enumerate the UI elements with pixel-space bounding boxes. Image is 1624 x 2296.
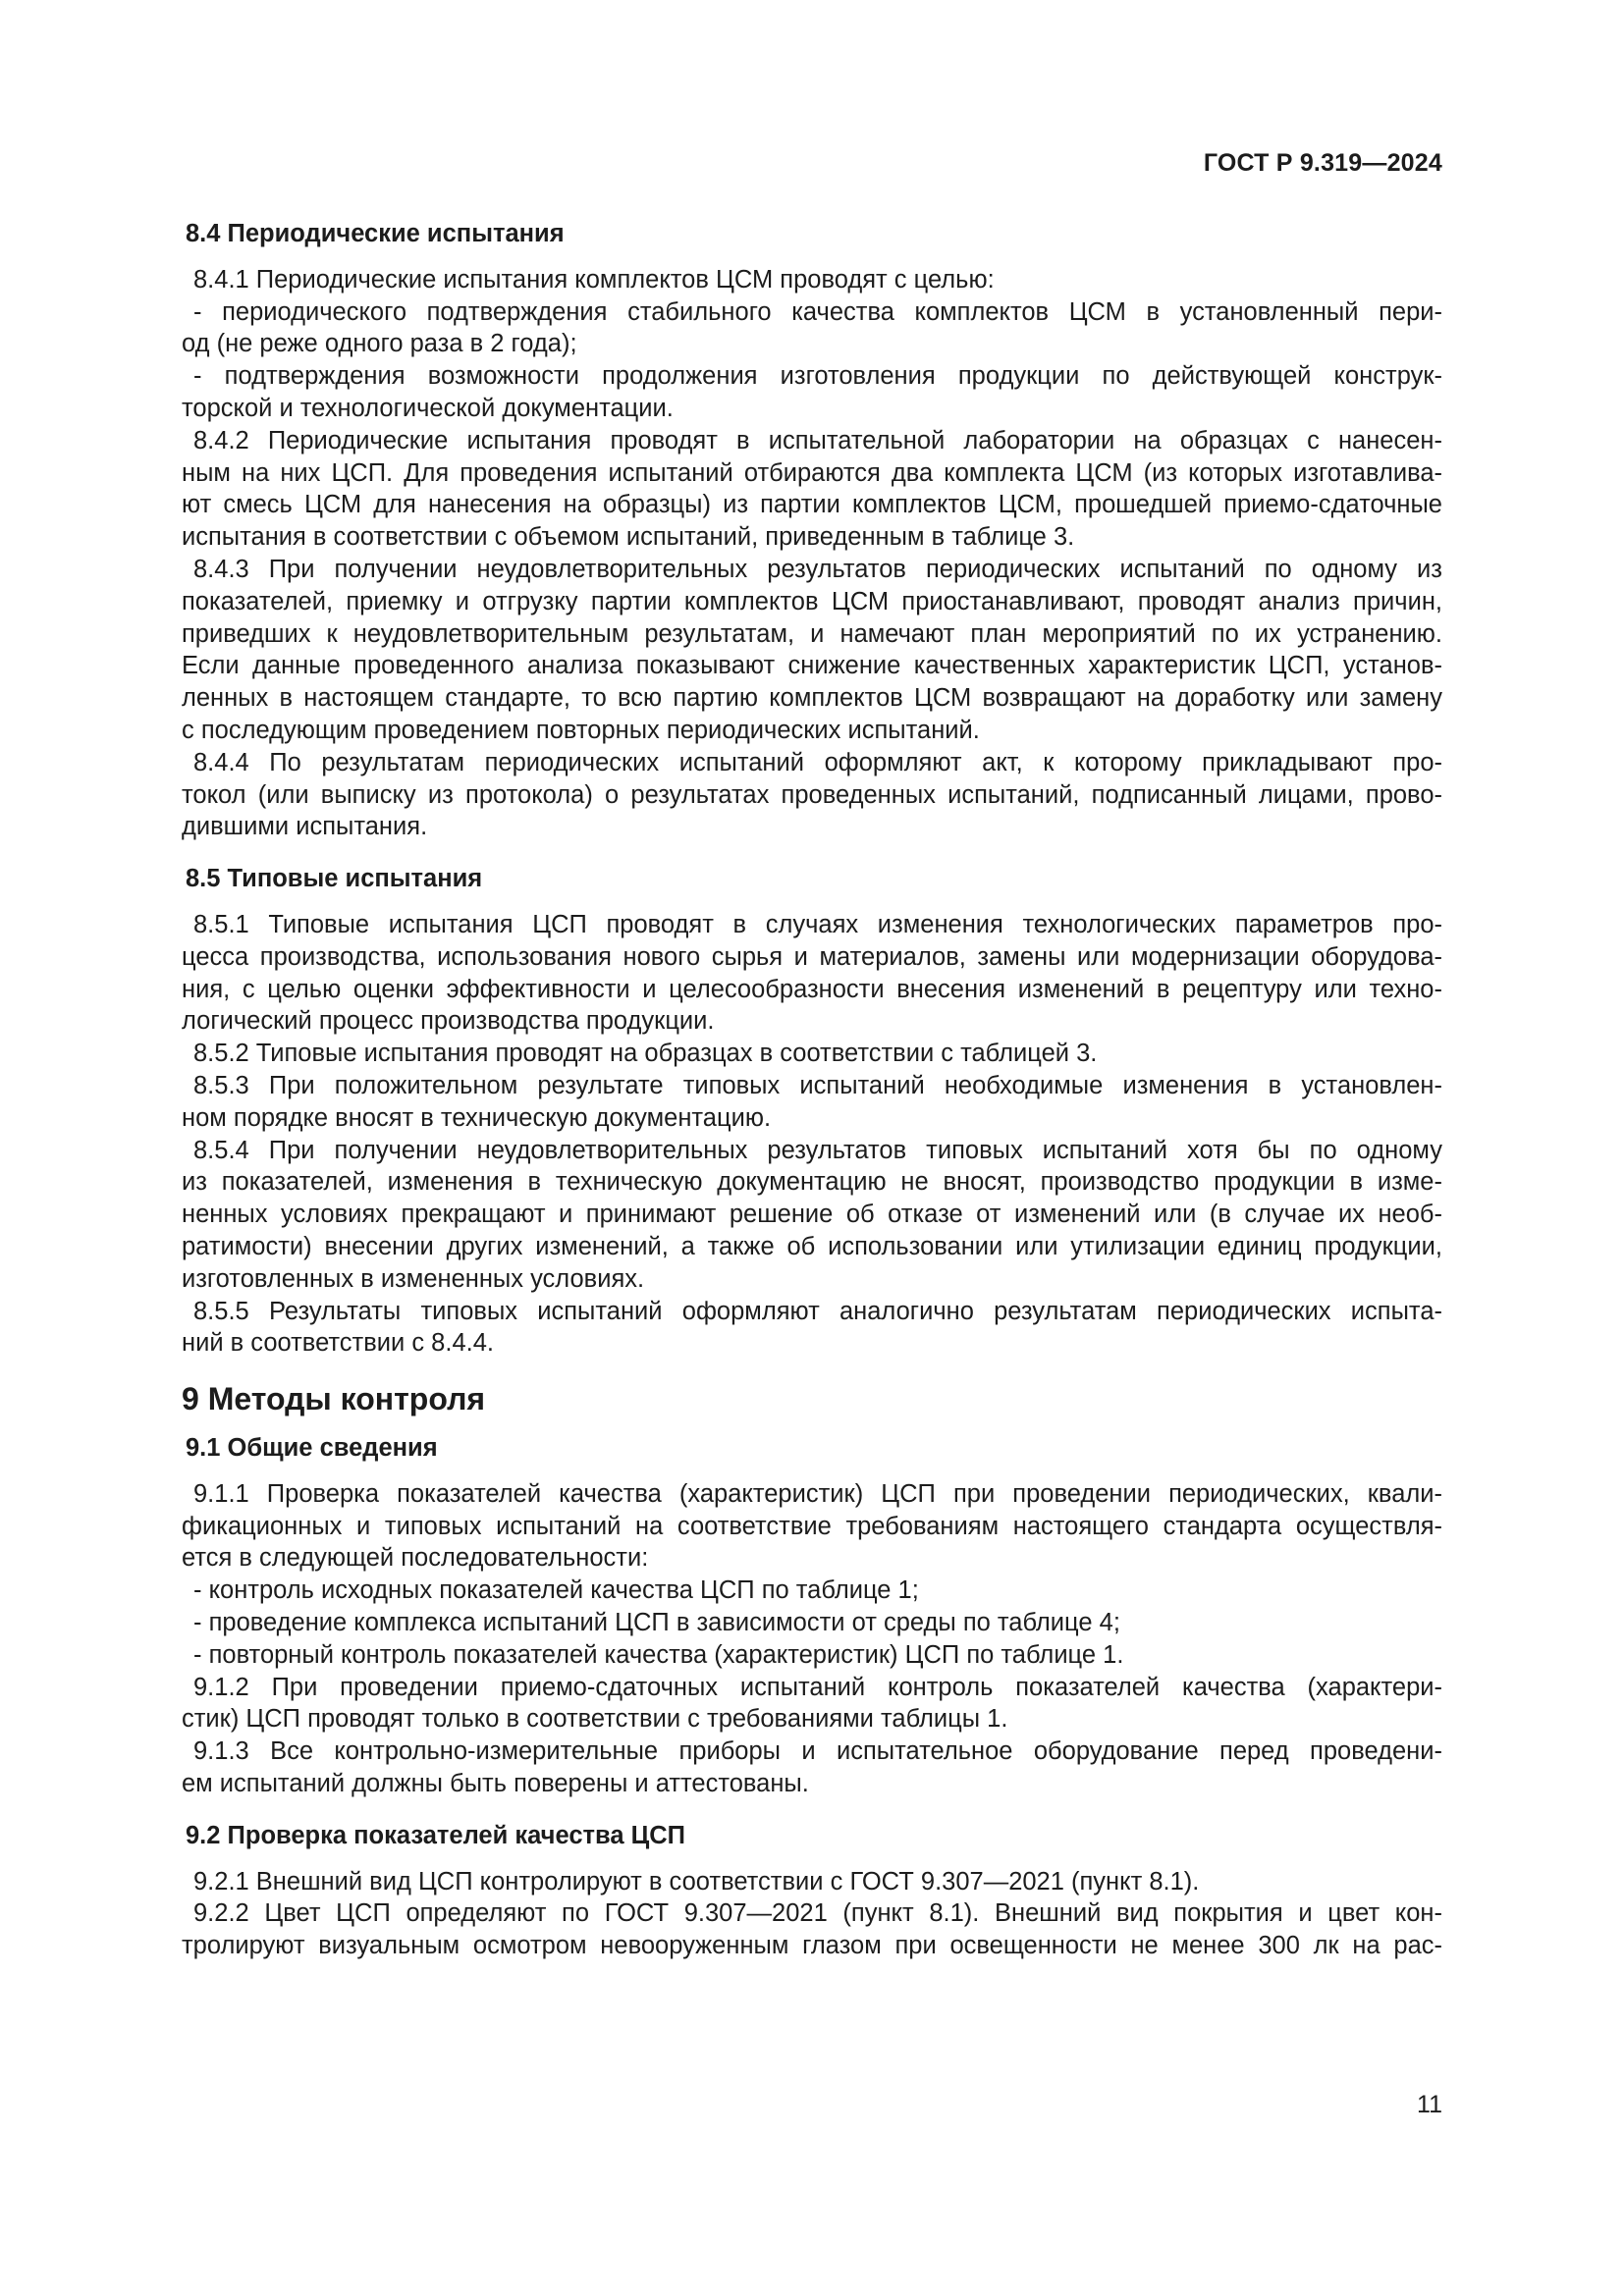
- paragraph-line: ратимости) внесении других изменений, а также об использовании или утилизации единиц продукции,: [182, 1232, 1442, 1260]
- paragraph-line: изготовленных в измененных условиях.: [182, 1264, 645, 1293]
- section-heading-9-2: 9.2 Проверка показателей качества ЦСП: [186, 1821, 685, 1849]
- paragraph-line: ленных в настоящем стандарте, то всю партию комплектов ЦСМ возвращают на доработку или замену: [182, 684, 1442, 713]
- list-item: - контроль исходных показателей качества ЦСП по таблице 1;: [193, 1576, 919, 1605]
- paragraph-line: испытания в соответствии с объемом испытаний, приведенным в таблице 3.: [182, 523, 1075, 552]
- paragraph-line: 9.2.2 Цвет ЦСП определяют по ГОСТ 9.307—2021 (пункт 8.1). Внешний вид покрытия и цвет кон-: [193, 1899, 1442, 1928]
- paragraph-line: - подтверждения возможности продолжения изготовления продукции по действующей конструк-: [193, 362, 1442, 391]
- paragraph-line: дившими испытания.: [182, 813, 428, 841]
- section-heading-9-1: 9.1 Общие сведения: [186, 1434, 438, 1463]
- paragraph-line: ным на них ЦСП. Для проведения испытаний отбираются два комплекта ЦСМ (из которых изготавлива-: [182, 458, 1442, 487]
- paragraph-line: - периодического подтверждения стабильного качества комплектов ЦСМ в установленный пери-: [193, 297, 1442, 326]
- paragraph-line: 9.1.1 Проверка показателей качества (характеристик) ЦСП при проведении периодических, квали-: [193, 1479, 1442, 1508]
- paragraph-line: ном порядке вносят в техническую документацию.: [182, 1103, 772, 1132]
- chapter-heading-9: 9 Методы контроля: [182, 1381, 486, 1417]
- document-code: ГОСТ Р 9.319—2024: [1203, 149, 1442, 177]
- paragraph-line: токол (или выписку из протокола) о результатах проведенных испытаний, подписанный лицами, прово-: [182, 780, 1442, 809]
- paragraph-line: цесса производства, использования нового сырья и материалов, замены или модернизации оборудова-: [182, 942, 1442, 971]
- paragraph-line: приведших к неудовлетворительным результатам, и намечают план мероприятий по их устранению.: [182, 619, 1442, 648]
- paragraph-line: фикационных и типовых испытаний на соответствие требованиям настоящего стандарта осуществля-: [182, 1512, 1442, 1540]
- paragraph-line: ненных условиях прекращают и принимают решение об отказе от изменений или (в случае их необ-: [182, 1201, 1442, 1229]
- paragraph-line: 8.5.3 При положительном результате типовых испытаний необходимые изменения в установлен-: [193, 1071, 1442, 1099]
- paragraph-line: ния, с целью оценки эффективности и целесообразности внесения изменений в рецептуру или техно-: [182, 975, 1442, 1003]
- page-number: 11: [1417, 2091, 1442, 2118]
- paragraph-line: 9.1.2 При проведении приемо-сдаточных испытаний контроль показателей качества (характери-: [193, 1673, 1442, 1701]
- paragraph-line: стик) ЦСП проводят только в соответствии с требованиями таблицы 1.: [182, 1705, 1008, 1734]
- paragraph-line: ем испытаний должны быть поверены и аттестованы.: [182, 1770, 809, 1798]
- paragraph-line: 8.5.1 Типовые испытания ЦСП проводят в случаях изменения технологических параметров про-: [193, 910, 1442, 938]
- paragraph-line: од (не реже одного раза в 2 года);: [182, 330, 577, 358]
- paragraph-line: с последующим проведением повторных периодических испытаний.: [182, 716, 980, 744]
- section-heading-8-5: 8.5 Типовые испытания: [186, 865, 483, 893]
- paragraph-line: 9.1.3 Все контрольно-измерительные приборы и испытательное оборудование перед проведени-: [193, 1737, 1442, 1766]
- paragraph-line: 8.4.1 Периодические испытания комплектов ЦСМ проводят с целью:: [193, 265, 995, 294]
- paragraph-line: логический процесс производства продукции.: [182, 1007, 715, 1036]
- paragraph-line: 9.2.1 Внешний вид ЦСП контролируют в соответствии с ГОСТ 9.307—2021 (пункт 8.1).: [193, 1867, 1200, 1896]
- section-heading-8-4: 8.4 Периодические испытания: [186, 220, 565, 247]
- paragraph-line: 8.5.4 При получении неудовлетворительных результатов типовых испытаний хотя бы по одному: [193, 1136, 1442, 1164]
- paragraph-line: показателей, приемку и отгрузку партии комплектов ЦСМ приостанавливают, проводят анализ причин,: [182, 587, 1442, 615]
- paragraph-line: ют смесь ЦСМ для нанесения на образцы) из партии комплектов ЦСМ, прошедшей приемо-сдаточные: [182, 491, 1442, 519]
- paragraph-line: торской и технологической документации.: [182, 394, 674, 422]
- paragraph-line: ний в соответствии с 8.4.4.: [182, 1329, 494, 1358]
- paragraph-line: 8.5.2 Типовые испытания проводят на образцах в соответствии с таблицей 3.: [193, 1040, 1098, 1068]
- paragraph-line: Если данные проведенного анализа показывают снижение качественных характеристик ЦСП, установ-: [182, 652, 1442, 680]
- list-item: - повторный контроль показателей качества (характеристик) ЦСП по таблице 1.: [193, 1640, 1124, 1669]
- paragraph-line: 8.5.5 Результаты типовых испытаний оформляют аналогично результатам периодических испыта-: [193, 1297, 1442, 1325]
- paragraph-line: 8.4.4 По результатам периодических испытаний оформляют акт, к которому прикладывают про-: [193, 748, 1442, 776]
- list-item: - проведение комплекса испытаний ЦСП в зависимости от среды по таблице 4;: [193, 1609, 1120, 1637]
- paragraph-line: из показателей, изменения в техническую документацию не вносят, производство продукции в изме-: [182, 1168, 1442, 1197]
- document-body: [182, 218, 1442, 1962]
- paragraph-line: тролируют визуальным осмотром невооруженным глазом при освещенности не менее 300 лк на рас-: [182, 1932, 1442, 1960]
- paragraph-line: ется в следующей последовательности:: [182, 1544, 649, 1573]
- paragraph-line: 8.4.3 При получении неудовлетворительных результатов периодических испытаний по одному из: [193, 555, 1442, 583]
- paragraph-line: 8.4.2 Периодические испытания проводят в испытательной лаборатории на образцах с нанесен-: [193, 426, 1442, 454]
